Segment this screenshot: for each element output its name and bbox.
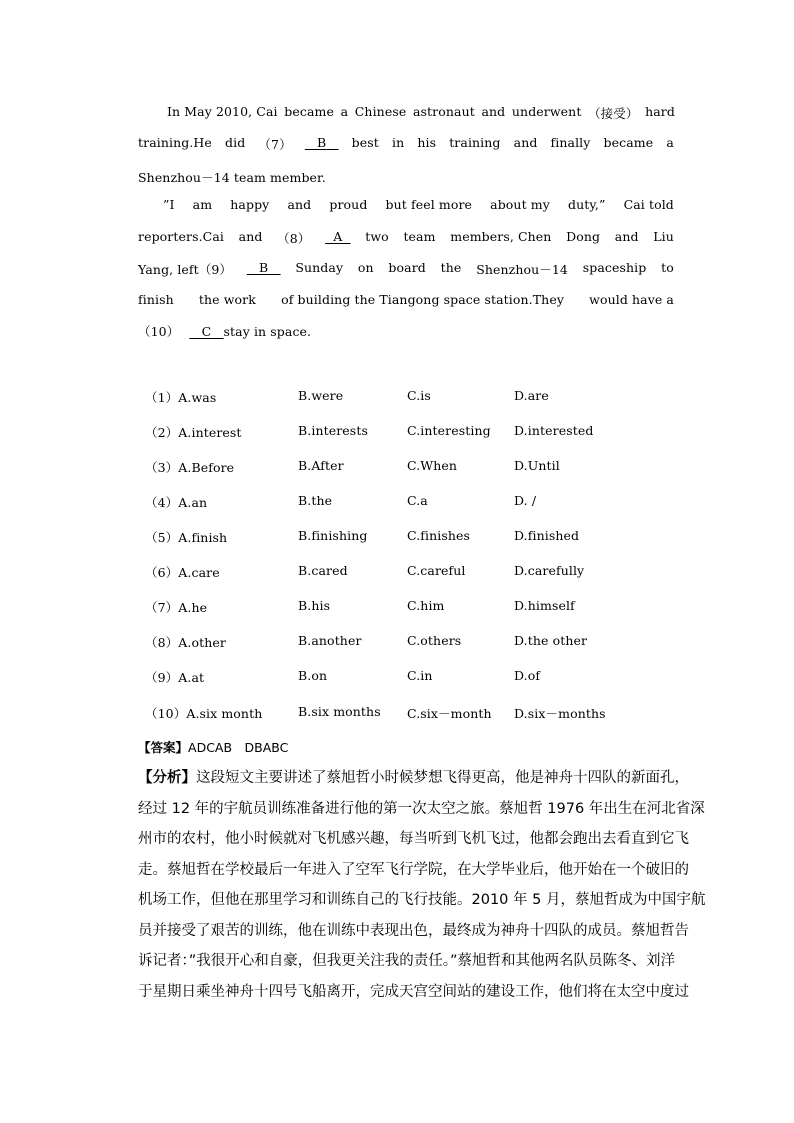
option-b: B.six months — [298, 704, 381, 719]
passage-text: （8） — [277, 231, 311, 246]
passage-text: spaceship — [582, 260, 647, 275]
option-d: D.of — [514, 668, 541, 683]
analysis-line: 于星期日乘坐神舟十四号飞船离开，完成天宫空间站的建设工作，他们将在太空中度过 — [138, 983, 689, 1000]
analysis-section — [138, 763, 706, 1007]
passage-text: a — [666, 135, 674, 150]
passage-text: underwent — [511, 104, 582, 119]
option-c: C.is — [407, 388, 431, 403]
passage-text: on — [357, 260, 374, 275]
blank-answer: B — [259, 260, 269, 275]
passage-text: Cai told — [623, 197, 674, 212]
passage-text: （10） — [138, 324, 180, 339]
passage-text: became — [284, 104, 334, 119]
option-a: A.six month — [186, 706, 263, 721]
analysis-line: 走。蔡旭哲在学校最后一年进入了空军飞行学院，在大学毕业后，他开始在一个破旧的 — [138, 861, 689, 878]
passage-line-2 — [138, 135, 674, 153]
passage-line-8 — [138, 322, 674, 340]
passage-line-5 — [138, 229, 674, 247]
passage-text: finish — [138, 292, 174, 307]
passage-text: Chinese — [354, 104, 407, 119]
passage-text: Yang, left（9） — [138, 262, 233, 277]
passage-line-4 — [163, 197, 674, 212]
passage-text: team — [403, 229, 436, 244]
option-b: B.the — [298, 493, 333, 508]
answer-blank-10 — [189, 324, 223, 339]
option-a: A.interest — [178, 425, 242, 440]
passage-text: two — [365, 229, 389, 244]
option-b: B.cared — [298, 563, 348, 578]
option-d: D.himself — [514, 598, 575, 613]
passage-text: （接受） — [588, 106, 639, 121]
option-d: D.the other — [514, 633, 588, 648]
passage-text: members, Chen — [450, 229, 552, 244]
analysis-text: 这段短文主要讲述了蔡旭哲小时候梦想飞得更高，他是神舟十四队的新面孔， — [196, 770, 689, 786]
passage-text: am — [192, 197, 213, 212]
option-number: （7） — [145, 600, 179, 615]
blank-answer: B — [317, 135, 327, 150]
option-b: B.on — [298, 668, 328, 683]
option-b: B.his — [298, 598, 331, 613]
option-c: C.a — [407, 493, 428, 508]
passage-text: did — [225, 135, 246, 150]
passage-text: his — [417, 135, 437, 150]
passage-text: ”I — [163, 197, 175, 212]
passage-text: proud — [329, 197, 368, 212]
option-c: C.him — [407, 598, 445, 613]
option-number: （2） — [145, 425, 179, 440]
analysis-line: 机场工作，但他在那里学习和训练自己的飞行技能。2010 年 5 月，蔡旭哲成为中国宇航 — [138, 892, 706, 908]
option-d: D. / — [514, 493, 537, 508]
passage-text: and — [287, 197, 312, 212]
option-b: B.another — [298, 633, 362, 648]
option-b: B.After — [298, 458, 344, 473]
passage-text: and — [513, 135, 538, 150]
passage-line-1 — [167, 104, 675, 122]
option-number: （6） — [145, 565, 179, 580]
option-c: C.in — [407, 668, 433, 683]
option-a: A.finish — [178, 530, 228, 545]
option-a: A.an — [178, 495, 208, 510]
option-number: （4） — [145, 495, 179, 510]
passage-text: the work — [198, 292, 256, 307]
passage-text: hard — [645, 104, 675, 119]
option-c: C.six－month — [407, 706, 492, 721]
passage-line-7 — [138, 292, 674, 307]
option-d: D.carefully — [514, 563, 585, 578]
analysis-label: 【分析】 — [138, 770, 196, 786]
passage-line-3 — [138, 168, 674, 186]
option-a: A.other — [178, 635, 226, 650]
passage-text: a — [340, 104, 349, 119]
passage-line-6 — [138, 260, 674, 278]
passage-text: happy — [230, 197, 270, 212]
passage-text: about my — [490, 197, 550, 212]
passage-text: finally — [550, 135, 591, 150]
passage-text: duty,” — [568, 197, 606, 212]
option-number: （3） — [145, 460, 179, 475]
analysis-line: 员并接受了艰苦的训练，他在训练中表现出色，最终成为神舟十四队的成员。蔡旭哲告 — [138, 922, 689, 939]
passage-text: and — [238, 229, 263, 244]
option-d: D.interested — [514, 423, 594, 438]
option-a: A.he — [178, 600, 208, 615]
answer-blank-7 — [305, 135, 339, 153]
blank-answer: A — [333, 229, 343, 244]
option-c: C.finishes — [407, 528, 471, 543]
option-d: D.Until — [514, 458, 560, 473]
analysis-line: 诉记者：”我很开心和自豪，但我更关注我的责任。”蔡旭哲和其他两名队员陈冬、刘洋 — [138, 953, 676, 969]
option-d: D.are — [514, 388, 549, 403]
passage-text: of building the Tiangong space station.They — [281, 292, 564, 307]
passage-text: training — [449, 135, 501, 150]
option-b: B.interests — [298, 423, 368, 438]
option-c: C.others — [407, 633, 462, 648]
answer-text: ADCAB DBABC — [188, 740, 289, 755]
passage-text: Shenzhou－14 — [476, 262, 568, 277]
option-b: B.finishing — [298, 528, 368, 543]
analysis-line: 经过 12 年的宇航员训练准备进行他的第一次太空之旅。蔡旭哲 1976 年出生在河北省深 — [138, 800, 705, 817]
answer-label: 【答案】 — [138, 740, 189, 755]
passage-text: reporters.Cai — [138, 229, 224, 244]
passage-text: Liu — [653, 229, 674, 244]
passage-text: Sunday — [295, 260, 344, 275]
option-number: （9） — [145, 670, 179, 685]
passage-text: the — [440, 260, 462, 275]
passage-text: Dong — [566, 229, 601, 244]
passage-text: but feel more — [385, 197, 473, 212]
passage-text: would have a — [589, 292, 674, 307]
passage-text: and — [481, 104, 506, 119]
passage-text: astronaut — [412, 104, 475, 119]
option-d: D.finished — [514, 528, 580, 543]
passage-text: Shenzhou－14 team member. — [138, 170, 326, 185]
passage-text: stay in space. — [223, 324, 312, 339]
passage-text: and — [614, 229, 639, 244]
passage-text: in — [391, 135, 405, 150]
passage-text: best — [351, 135, 379, 150]
passage-text: In May 2010, Cai — [167, 104, 278, 119]
option-a: A.Before — [178, 460, 235, 475]
option-c: C.careful — [407, 563, 466, 578]
answer-blank-9 — [247, 260, 281, 278]
analysis-line — [138, 763, 689, 794]
option-d: D.six－months — [514, 706, 606, 721]
analysis-line: 州市的农村，他小时候就对飞机感兴趣，每当听到飞机飞过，他都会跑出去看直到它飞 — [138, 831, 689, 847]
option-a: A.care — [178, 565, 220, 580]
option-a: A.was — [178, 390, 217, 405]
option-number: （5） — [145, 530, 179, 545]
passage-text: training.He — [138, 135, 212, 150]
blank-answer: C — [201, 324, 212, 339]
option-a: A.at — [178, 670, 205, 685]
option-number: （8） — [145, 635, 179, 650]
passage-text: to — [661, 260, 674, 275]
option-c: C.interesting — [407, 423, 491, 438]
answer-line — [138, 738, 288, 756]
answer-blank-8 — [325, 229, 350, 247]
option-b: B.were — [298, 388, 344, 403]
option-c: C.When — [407, 458, 458, 473]
passage-text: became — [603, 135, 654, 150]
option-number: （1） — [145, 390, 179, 405]
option-number: （10） — [145, 706, 187, 721]
passage-text: board — [388, 260, 426, 275]
passage-text: （7） — [258, 137, 292, 152]
